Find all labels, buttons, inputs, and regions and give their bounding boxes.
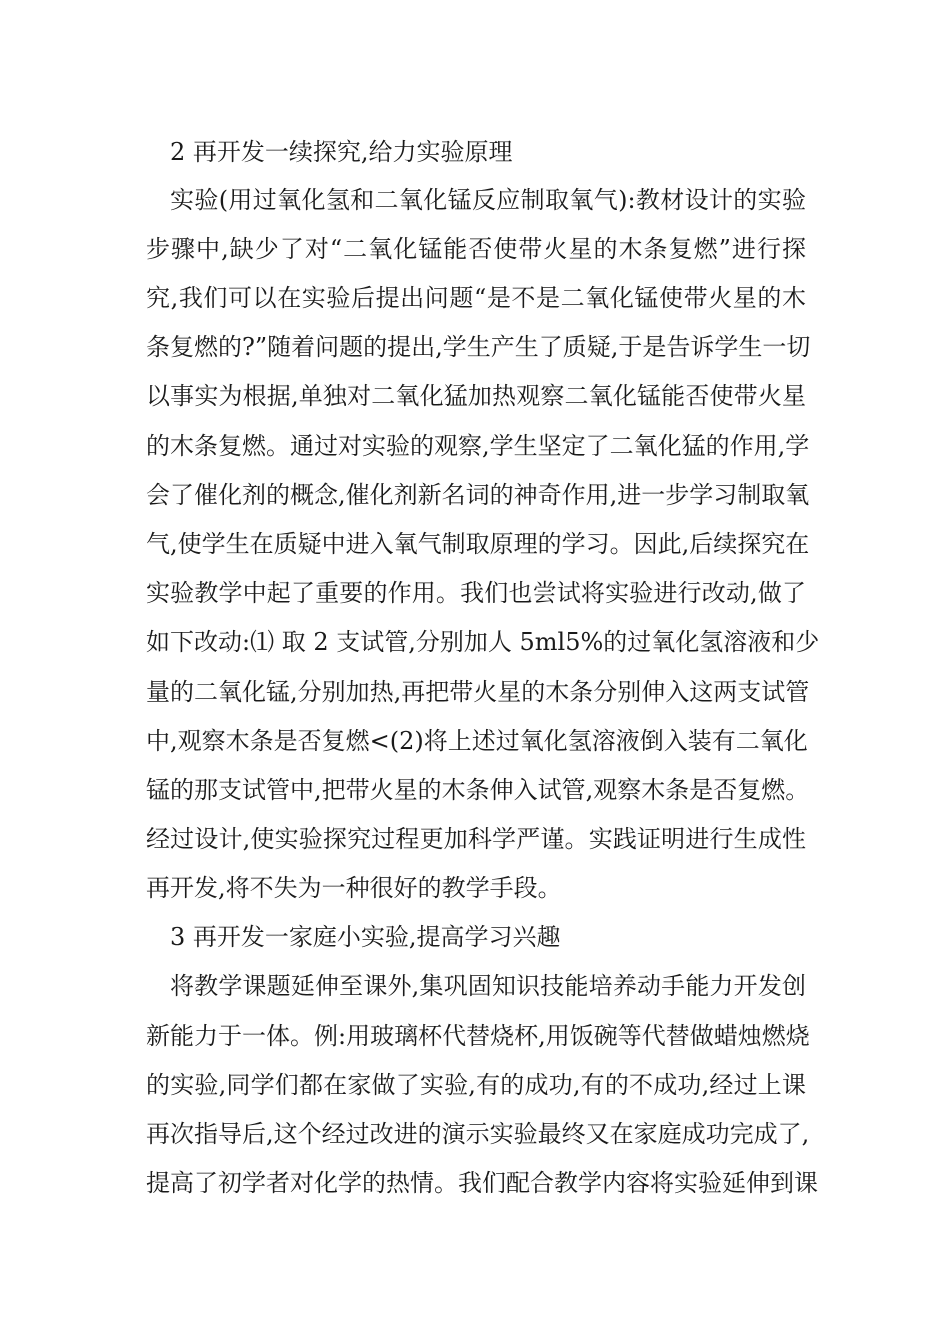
paragraph-line: 中,观察木条是否复燃<(2)将上述过氧化氢溶液倒入装有二氧化 [146,727,808,755]
section-2-heading: 2 再开发一续探究,给力实验原理 [170,138,513,166]
paragraph-line: 实验教学中起了重要的作用。我们也尝试将实验进行改动,做了 [146,579,806,607]
section-3-heading: 3 再开发一家庭小实验,提高学习兴趣 [170,923,561,951]
paragraph-line: 的实验,同学们都在家做了实验,有的成功,有的不成功,经过上课 [146,1071,806,1099]
paragraph-line: 新能力于一体。例:用玻璃杯代替烧杯,用饭碗等代替做蜡烛燃烧 [146,1022,810,1050]
paragraph-line: 以事实为根据,单独对二氧化猛加热观察二氧化锰能否使带火星 [146,382,806,410]
paragraph-line: 实验(用过氧化氢和二氧化锰反应制取氧气):教材设计的实验 [170,186,806,214]
paragraph-line: 究,我们可以在实验后提出问题“是不是二氧化锰使带火星的木 [146,284,806,312]
paragraph-line: 提高了初学者对化学的热情。我们配合教学内容将实验延伸到课 [146,1169,818,1197]
paragraph-line: 将教学课题延伸至课外,集巩固知识技能培养动手能力开发创 [170,972,806,1000]
paragraph-line: 步骤中,缺少了对“二氧化锰能否使带火星的木条复燃”进行探 [146,235,806,263]
paragraph-line: 再开发,将不失为一种很好的教学手段。 [146,874,562,902]
paragraph-line: 如下改动:⑴ 取 2 支试管,分别加人 5ml5%的过氧化氢溶液和少 [146,628,820,656]
paragraph-line: 锰的那支试管中,把带火星的木条伸入试管,观察木条是否复燃。 [146,776,810,804]
paragraph-line: 再次指导后,这个经过改进的演示实验最终又在家庭成功完成了, [146,1120,810,1148]
paragraph-line: 经过设计,使实验探究过程更加科学严谨。实践证明进行生成性 [146,825,806,853]
paragraph-line: 条复燃的?”随着问题的提出,学生产生了质疑,于是告诉学生一切 [146,333,811,361]
paragraph-line: 会了催化剂的概念,催化剂新名词的神奇作用,进一步学习制取氧 [146,481,810,509]
paragraph-line: 气,使学生在质疑中进入氧气制取原理的学习。因此,后续探究在 [146,530,810,558]
paragraph-line: 的木条复燃。通过对实验的观察,学生坚定了二氧化猛的作用,学 [146,432,810,460]
paragraph-line: 量的二氧化锰,分别加热,再把带火星的木条分别伸入这两支试管 [146,678,810,706]
